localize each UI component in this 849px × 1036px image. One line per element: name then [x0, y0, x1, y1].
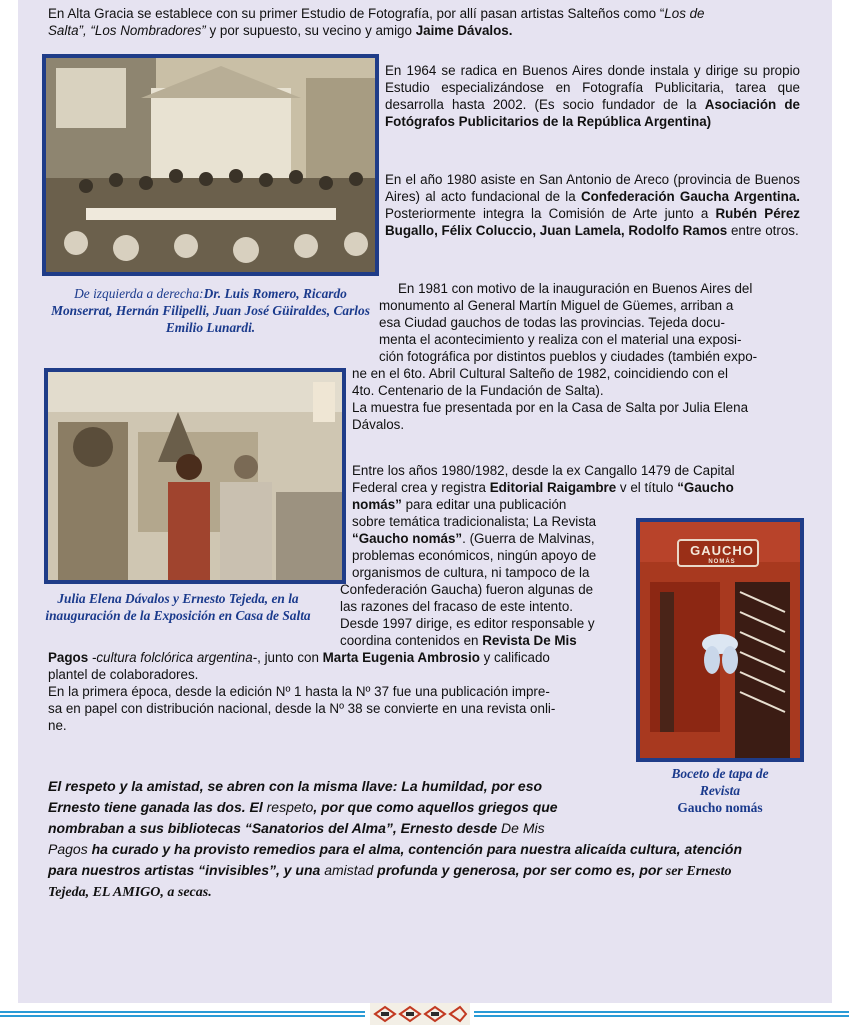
- footer-divider: [0, 1003, 849, 1031]
- magazine-cover-subtitle: NOMÁS: [708, 559, 736, 565]
- paragraph-editorial: Entre los años 1980/1982, desde la ex Cangallo 1479 de Capital Federal crea y registra Editorial Raigambre v el título “Gaucho nomás” para editar una publicación sobre temática tradicionalista; La Revista “Gaucho nomás”. (Guerra de Malvinas, problemas económicos, ningún apoyo de organismos de cultura, ni tampoco de la Confederación Gaucha) fueron algunas de las razones del fracaso de este intento. Desde 1997 dirige, es editor responsable y coordina contenidos en Revista De Mis Pagos -cultura folclórica argentina-, junto con Marta Eugenia Ambrosio y calificado plantel de colaboradores. En la primera época, desde la edición Nº 1 hasta la Nº 37 fue una publicación impre- sa en papel con distribución nacional, desde la Nº 38 se convierte en una revista onli- ne.: [48, 463, 735, 733]
- meeting-photo: [42, 54, 379, 276]
- exhibition-photo-caption: Julia Elena Dávalos y Ernesto Tejeda, en la inauguración de la Exposición en Casa de Salta: [45, 591, 311, 623]
- meeting-photo-caption: De izquierda a derecha:Dr. Luis Romero, Ricardo Monserrat, Hernán Filipelli, Juan José Güiraldes, Carlos Emilio Lunardi.: [51, 286, 370, 335]
- paragraph-1981: En 1981 con motivo de la inauguración en Buenos Aires del monumento al General Martín Miguel de Güemes, arriban a esa Ciudad gauchos de todas las provincias. Tejeda docu- menta el acontecimiento y realiza con el material una exposi- ción fotográfica por distintos pueblos y ciudades (también expo- ne en el 6to. Abril Cultural Salteño de 1982, coincidiendo con el 4to. Centenario de la Fundación de Salta). La muestra fue presentada por en la Casa de Salta por Julia Elena Dávalos.: [352, 281, 758, 432]
- closing-tribute: El respeto y la amistad, se abren con la misma llave: La humildad, por eso Ernesto tiene ganada las dos. El respeto, por que como aquellos griegos que nombraban a sus bibliotecas “Sanatorios del Alma”, Ernesto desde De Mis Pagos ha curado y ha provisto remedios para el alma, contención para nuestra alicaída cultura, atención para nuestros artistas “invisibles”, y una amistad profunda y generosa, por ser como es, por ser Ernesto Tejeda, EL AMIGO, a secas.: [48, 778, 743, 900]
- paragraph-1964: En 1964 se radica en Buenos Aires donde instala y dirige su propio Estudio especializándose en Fotografía Publicitaria, tarea que desarrolla hasta 2002. (Es socio fundador de la Asociación de Fotógrafos Publicitarios de la República Argentina): [385, 63, 800, 129]
- magazine-cover-title: GAUCHO: [690, 543, 754, 558]
- magazine-cover-image: [636, 518, 804, 762]
- magazine-cover-caption: Boceto de tapa de Revista Gaucho nomás: [671, 766, 769, 815]
- paragraph-1980: En el año 1980 asiste en San Antonio de Areco (provincia de Buenos Aires) al acto fundacional de la Confederación Gaucha Argentina. Posteriormente integra la Comisión de Arte junto a Rubén Pérez Bugallo, Félix Coluccio, Juan Lamela, Rodolfo Ramos entre otros.: [385, 172, 801, 238]
- intro-paragraph: En Alta Gracia se establece con su primer Estudio de Fotografía, por allí pasan artistas Salteños como “Los de Salta”, “Los Nombradores” y por supuesto, su vecino y amigo Jaime Dávalos.: [48, 6, 705, 38]
